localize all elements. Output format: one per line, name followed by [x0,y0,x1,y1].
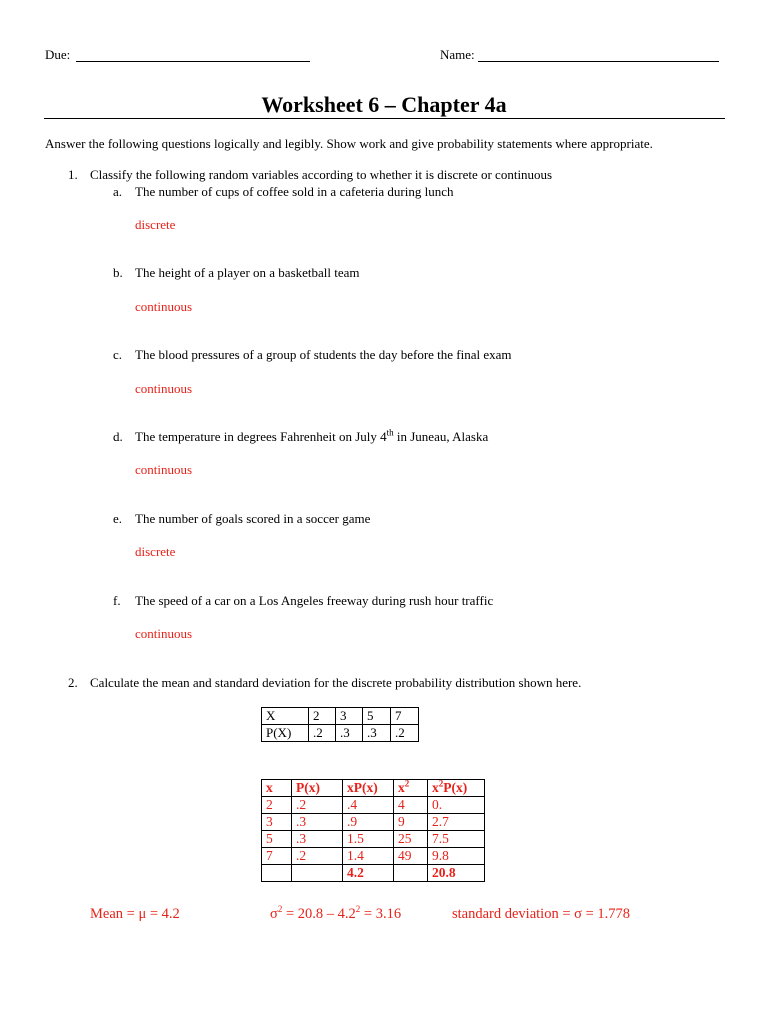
totals-row [262,865,485,882]
q1d-text-sup: th [386,427,394,438]
table-cell: 7 [391,708,419,725]
header-cell: P(x) [292,780,343,797]
table-cell: 25 [394,831,428,848]
header-x2px-sup: 2 [438,778,444,789]
q1d-answer: continuous [135,462,193,477]
table-cell: 4.2 [343,865,394,882]
q2-number: 2. [68,675,78,690]
variance-sup1: 2 [277,904,283,915]
title-divider [44,118,725,119]
table-cell: .2 [292,848,343,865]
table-row [262,708,419,725]
q1b-text: The height of a player on a basketball team [135,265,360,280]
q1d-text-before: The temperature in degrees Fahrenheit on July 4 [135,429,387,444]
q1d-text [135,429,488,445]
table-cell [292,865,343,882]
header-x2-sup: 2 [404,778,410,789]
table-cell: .3 [363,725,391,742]
due-label: Due: [45,47,71,62]
q1-prompt: Classify the following random variables according to whether it is discrete or continuous [90,167,553,182]
q1-number: 1. [68,167,78,182]
header-cell [394,780,428,797]
table-cell: 9 [394,814,428,831]
header-x2px-rest: P(x) [443,780,468,795]
table-cell: 0. [428,797,485,814]
q1c-text: The blood pressures of a group of students the day before the final exam [135,347,512,362]
table-row [262,831,485,848]
q1b-letter: b. [113,265,123,280]
table-cell: 5 [262,831,292,848]
q1c-letter: c. [113,347,123,362]
header-cell: xP(x) [343,780,394,797]
mean-answer: Mean = μ = 4.2 [90,906,180,922]
sd-answer: standard deviation = σ = 1.778 [452,906,631,922]
work-table [261,779,485,882]
q1d-letter: d. [113,429,123,444]
table-cell: 5 [363,708,391,725]
table-cell: .3 [336,725,363,742]
table-cell: 20.8 [428,865,485,882]
table-cell: 9.8 [428,848,485,865]
q2-prompt: Calculate the mean and standard deviation for the discrete probability distribution shown here. [90,675,582,690]
instructions: Answer the following questions logically and legibly. Show work and give probability statements where appropriate. [45,136,653,151]
table-cell: 7.5 [428,831,485,848]
variance-mid: = 20.8 – 4.2 [282,906,356,922]
table-row [262,848,485,865]
q1e-answer: discrete [135,544,176,559]
page-title: Worksheet 6 – Chapter 4a [261,92,507,117]
header-x2-base: x [398,780,405,795]
q1a-text: The number of cups of coffee sold in a cafeteria during lunch [135,184,454,199]
table-row [262,797,485,814]
due-field[interactable] [76,61,310,62]
table-header-row [262,780,485,797]
table-cell: .4 [343,797,394,814]
table-cell: 2 [309,708,336,725]
table-row [262,814,485,831]
q1e-text: The number of goals scored in a soccer game [135,511,371,526]
name-field[interactable] [478,61,719,62]
table-cell [262,865,292,882]
q1a-answer: discrete [135,217,176,232]
table-cell: 3 [262,814,292,831]
q1d-text-after: in Juneau, Alaska [393,429,489,444]
q1a-letter: a. [113,184,123,199]
header-x2px-base: x [432,780,439,795]
table-cell: .2 [292,797,343,814]
distribution-table [261,707,419,742]
table-cell: .3 [292,814,343,831]
table-cell: 1.5 [343,831,394,848]
table-cell: P(X) [262,725,309,742]
table-cell: .3 [292,831,343,848]
table-cell: .2 [391,725,419,742]
table-cell: X [262,708,309,725]
variance-sup2: 2 [355,904,361,915]
table-cell [394,865,428,882]
table-cell: 2.7 [428,814,485,831]
table-cell: .9 [343,814,394,831]
table-cell: 4 [394,797,428,814]
variance-answer [270,906,401,923]
q1e-letter: e. [113,511,123,526]
table-cell: 1.4 [343,848,394,865]
header-cell [428,780,485,797]
table-cell: 3 [336,708,363,725]
q1b-answer: continuous [135,299,193,314]
q1c-answer: continuous [135,381,193,396]
header-cell: x [262,780,292,797]
variance-sigma: σ [270,906,278,922]
table-cell: .2 [309,725,336,742]
q1f-letter: f. [113,593,121,608]
table-cell: 2 [262,797,292,814]
name-label: Name: [440,47,475,62]
q1f-answer: continuous [135,626,193,641]
table-cell: 7 [262,848,292,865]
table-row [262,725,419,742]
table-cell: 49 [394,848,428,865]
variance-end: = 3.16 [360,906,402,922]
q1f-text: The speed of a car on a Los Angeles freeway during rush hour traffic [135,593,494,608]
